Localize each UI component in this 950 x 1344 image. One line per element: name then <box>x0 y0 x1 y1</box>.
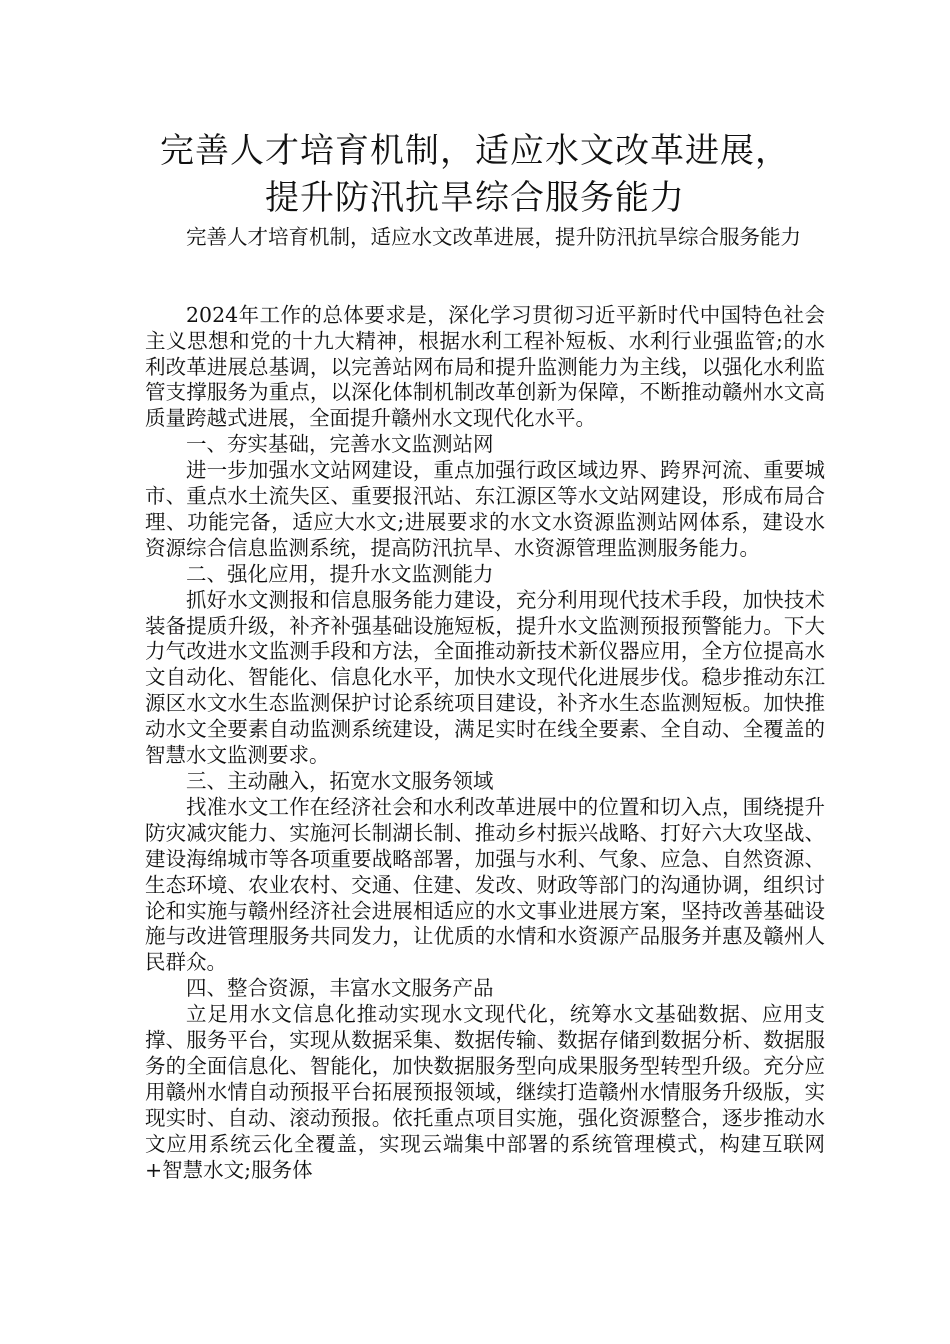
paragraph-section-3: 找准水文工作在经济社会和水利改革进展中的位置和切入点，围绕提升防灾减灾能力、实施河长制湖长制、推动乡村振兴战略、打好六大攻坚战、建设海绵城市等各项重要战略部署，加强与水利、气象、应急、自然资源、生态环境、农业农村、交通、住建、发改、财政等部门的沟通协调，组织讨论和实施与赣州经济社会进展相适应的水文事业进展方案，坚持改善基础设施与改进管理服务共同发力，让优质的水情和水资源产品服务并惠及赣州人民群众。 <box>145 794 825 975</box>
title-line-1: 完善人才培育机制，适应水文改革进展， <box>160 131 790 171</box>
title-line-2: 提升防汛抗旱综合服务能力 <box>265 178 685 218</box>
paragraph-overview: 2024年工作的总体要求是，深化学习贯彻习近平新时代中国特色社会主义思想和党的十九大精神，根据水利工程补短板、水利行业强监管;的水利改革进展总基调，以完善站网布局和提升监测能力为主线，以强化水利监管支撑服务为重点，以深化体制机制改革创新为保障，不断推动赣州水文高质量跨越式进展，全面提升赣州水文现代化水平。 <box>145 302 825 431</box>
document-title <box>0 128 950 222</box>
paragraph-section-2: 抓好水文测报和信息服务能力建设，充分利用现代技术手段，加快技术装备提质升级，补齐补强基础设施短板，提升水文监测预报预警能力。下大力气改进水文监测手段和方法，全面推动新技术新仪器应用，全方位提高水文自动化、智能化、信息化水平，加快水文现代化进展步伐。稳步推动东江源区水文水生态监测保护讨论系统项目建设，补齐水生态监测短板。加快推动水文全要素自动监测系统建设，满足实时在线全要素、全自动、全覆盖的智慧水文监测要求。 <box>145 587 825 768</box>
blank-line <box>145 251 825 303</box>
document-subtitle: 完善人才培育机制，适应水文改革进展，提升防汛抗旱综合服务能力 <box>186 225 801 249</box>
section-heading-3: 三、主动融入，拓宽水文服务领域 <box>186 769 494 794</box>
paragraph-section-1: 进一步加强水文站网建设，重点加强行政区域边界、跨界河流、重要城市、重点水土流失区、重要报汛站、东江源区等水文站网建设，形成布局合理、功能完备，适应大水文;进展要求的水文水资源监测站网体系，建设水资源综合信息监测系统，提高防汛抗旱、水资源管理监测服务能力。 <box>145 458 825 560</box>
section-heading-4: 四、整合资源，丰富水文服务产品 <box>186 976 494 1001</box>
section-heading-2: 二、强化应用，提升水文监测能力 <box>186 561 494 586</box>
paragraph-section-4: 立足用水文信息化推动实现水文现代化，统筹水文基础数据、应用支撑、服务平台，实现从数据采集、数据传输、数据存储到数据分析、数据服务的全面信息化、智能化，加快数据服务型向成果服务型转型升级。充分应用赣州水情自动预报平台拓展预报领域，继续打造赣州水情服务升级版，实现实时、自动、滚动预报。依托重点项目实施，强化资源整合，逐步推动水文应用系统云化全覆盖，实现云端集中部署的系统管理模式，构建互联网+智慧水文;服务体 <box>145 1002 825 1182</box>
document-body <box>145 225 825 1184</box>
section-heading-1: 一、夯实基础，完善水文监测站网 <box>186 432 494 457</box>
